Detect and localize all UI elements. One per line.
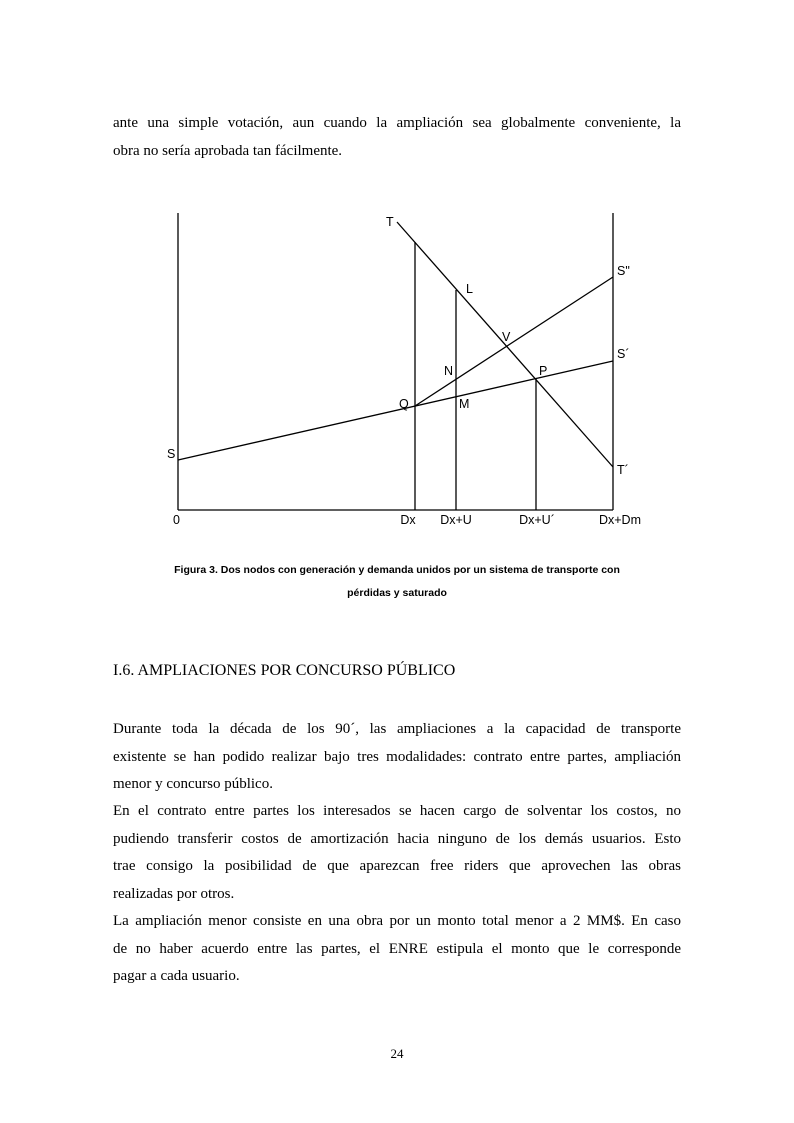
supply-line-s-prime [178,361,613,460]
label-M: M [459,397,470,411]
tick-label-dx-u-prime: Dx+U´ [519,513,555,527]
label-S-prime: S´ [617,347,630,361]
figure-caption: Figura 3. Dos nodos con generación y demanda unidos por un sistema de transporte con [174,564,620,576]
label-L: L [466,282,473,296]
supply-line-s-double [415,277,613,406]
paragraph-contract [113,798,681,908]
text-line: En el contrato entre partes los interesados se hacen cargo de solventar los costos, no [113,803,681,819]
page-number: 24 [390,1046,404,1061]
text-line: La ampliación menor consiste en una obra por un monto total menor a 2 MM$. En caso [113,913,681,929]
label-Q: Q [399,397,409,411]
tick-label-dx-dm: Dx+Dm [598,513,642,527]
demand-line-t [397,222,613,467]
label-T-prime: T´ [617,463,629,477]
text-line: pagar a cada usuario. [113,968,240,984]
label-S: S [167,447,176,461]
figure-caption: pérdidas y saturado [347,587,447,599]
label-N: N [444,364,454,378]
tick-label-dx: Dx [400,513,416,527]
text-line: de no haber acuerdo entre las partes, el ENRE estipula el monto que le corresponde [113,940,681,957]
tick-label-0: 0 [173,513,180,527]
label-P: P [539,364,548,378]
section-heading: I.6. AMPLIACIONES POR CONCURSO PÚBLICO [113,662,456,679]
text-line: realizadas por otros. [113,885,235,902]
label-V: V [502,330,511,344]
paragraph-minor-expansion [113,908,681,991]
label-S-double: S" [617,264,630,278]
paragraph-modalities [113,716,681,799]
text-line: trae consigo la posibilidad de que aparezcan free riders que aprovechen las obras [113,858,681,874]
text-line: pudiendo transferir costos de amortización hacia ninguno de los demás usuarios. Esto [113,830,681,847]
label-T: T [386,215,394,229]
text-line: existente se han podido realizar bajo tres modalidades: contrato entre partes, ampliación [113,748,681,765]
text-line: menor y concurso público. [113,776,273,792]
text-line: obra no sería aprobada tan fácilmente. [113,142,343,159]
intro-paragraph [113,110,681,165]
text-line: Durante toda la década de los 90´, las ampliaciones a la capacidad de transporte [113,721,681,737]
text-line: ante una simple votación, aun cuando la ampliación sea globalmente conveniente, la [113,115,681,131]
tick-label-dx-u: Dx+U [440,513,472,527]
